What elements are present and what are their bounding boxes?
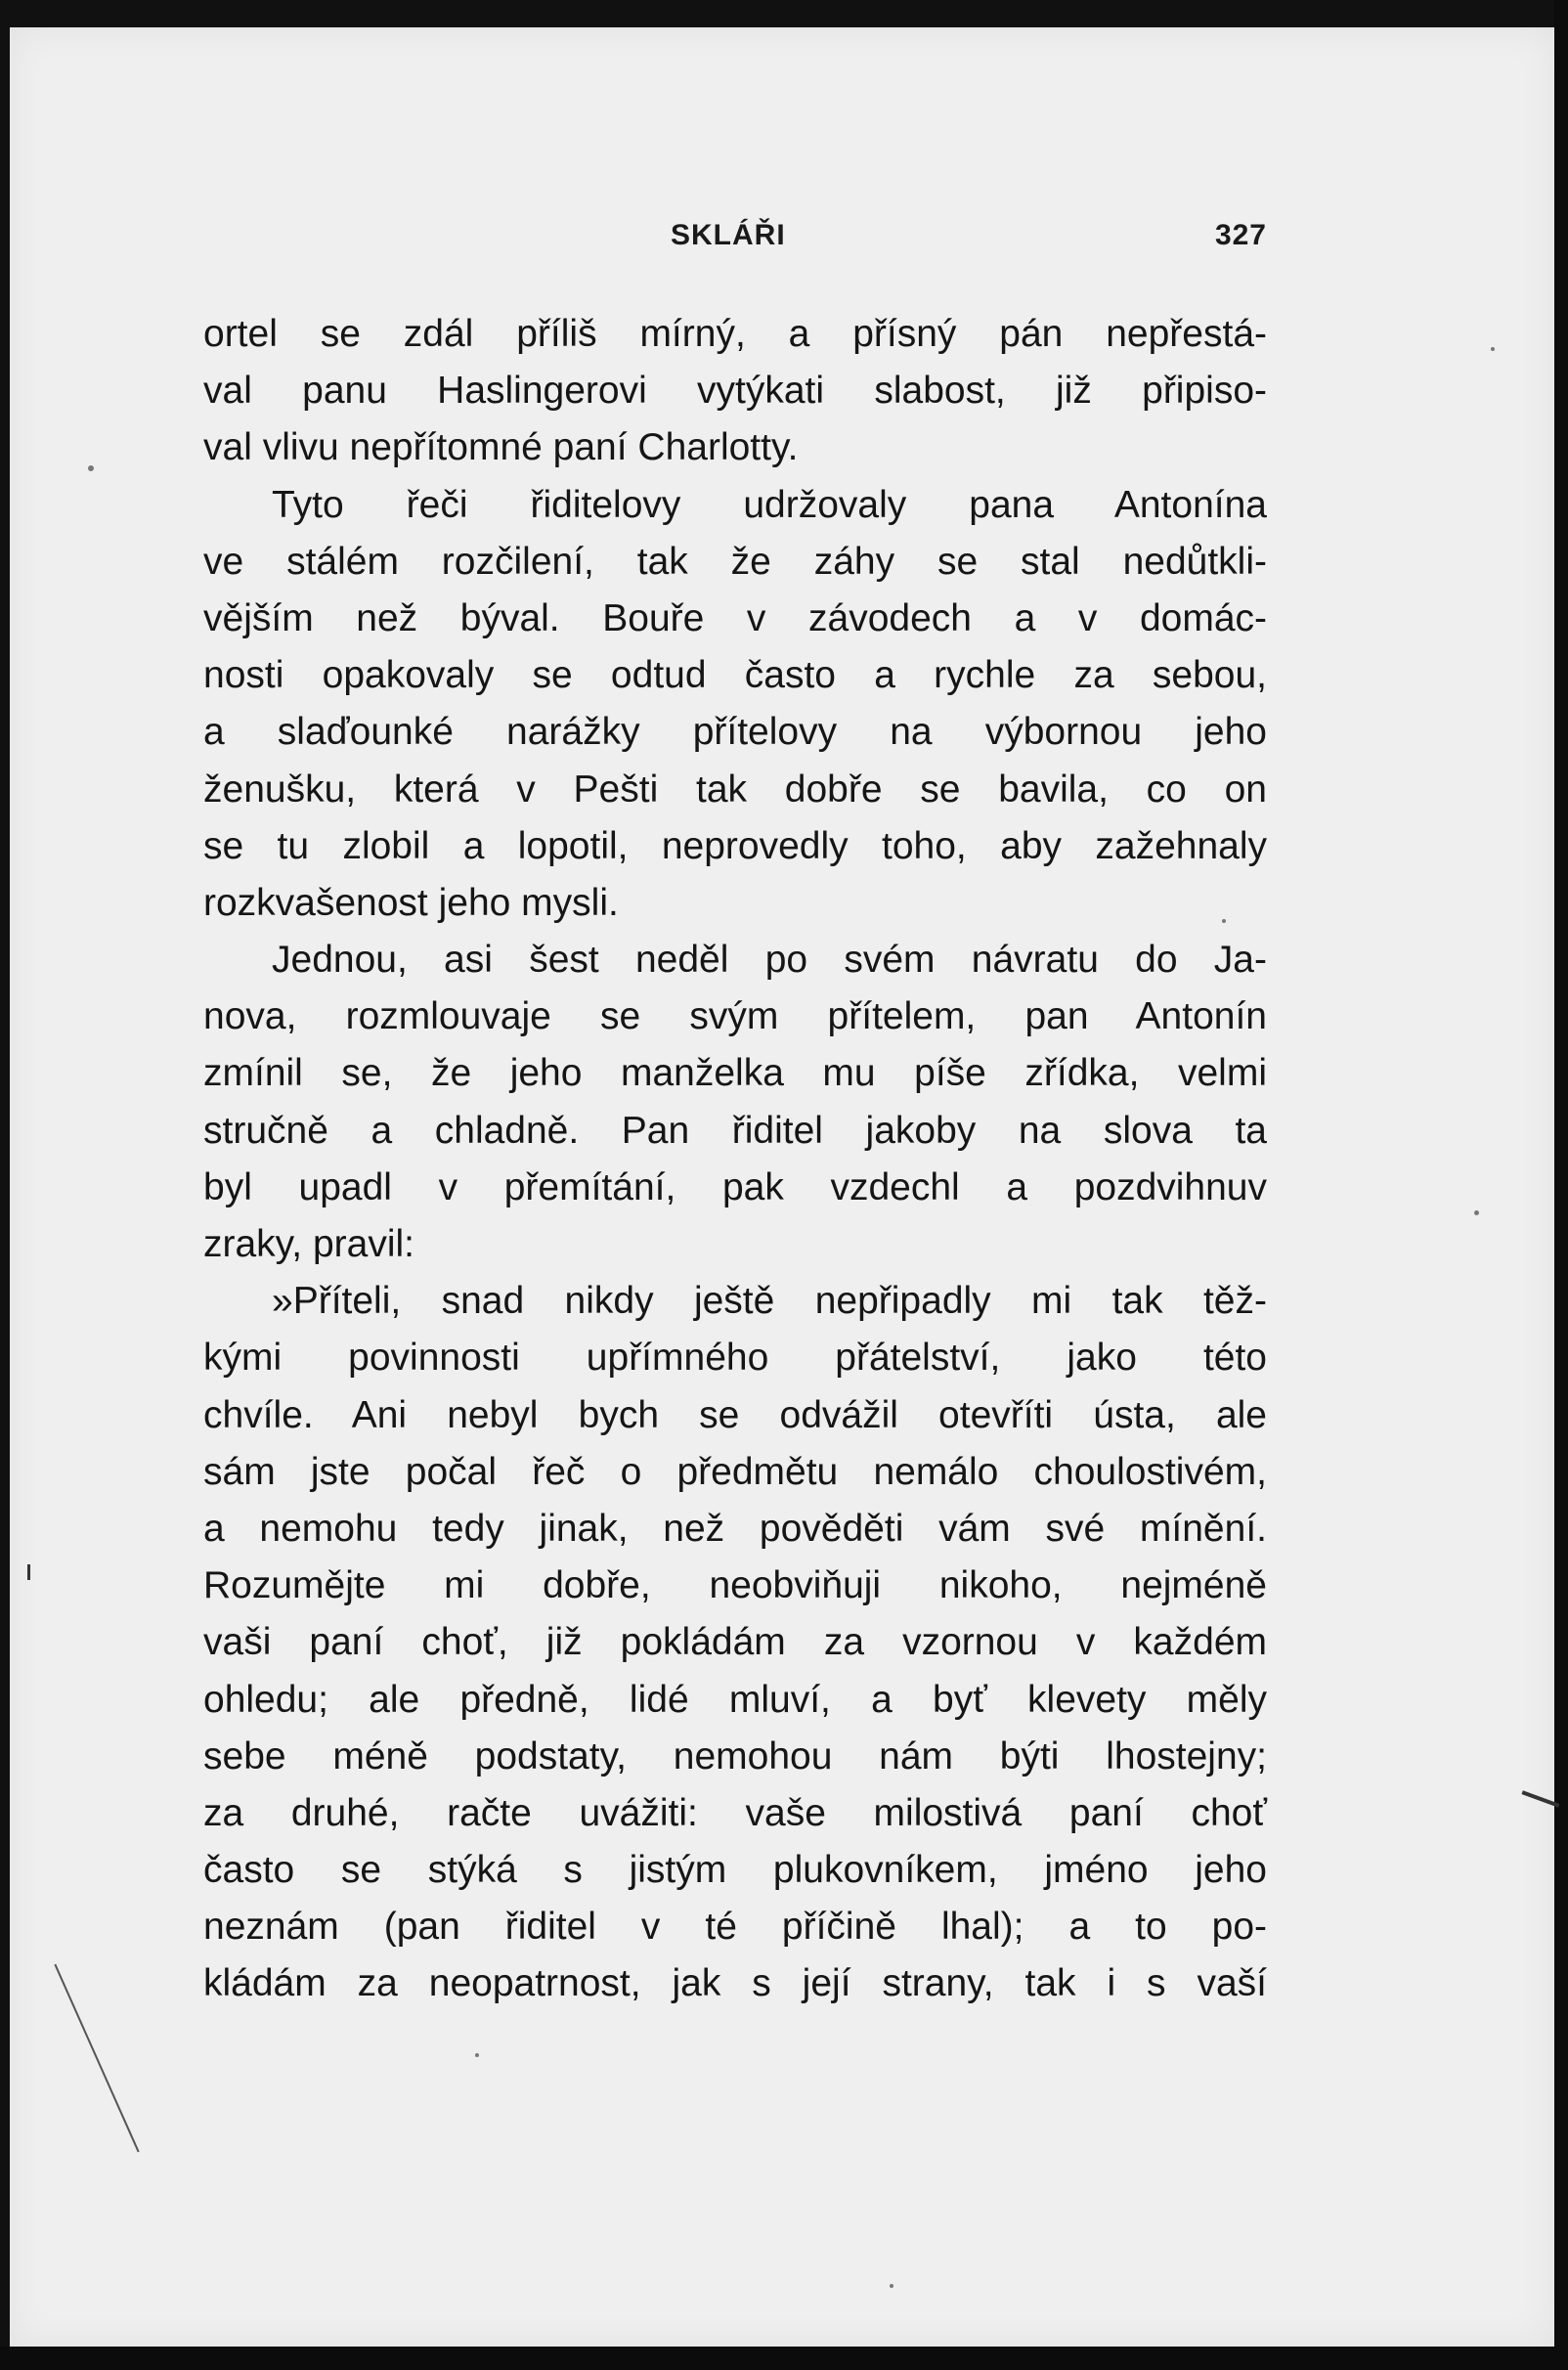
text-line: kládám za neopatrnost, jak s její strany, tak i s vaší: [203, 1962, 1267, 2005]
text-line: a nemohu tedy jinak, než pověděti vám své mínění.: [203, 1507, 1267, 1550]
text-line: nosti opakovaly se odtud často a rychle za sebou,: [203, 654, 1267, 697]
text-line: ortel se zdál příliš mírný, a přísný pán nepřestá-: [203, 313, 1267, 355]
text-line: se tu zlobil a lopotil, neprovedly toho, aby zažehnaly: [203, 824, 1267, 867]
text-line: rozkvašenost jeho mysli.: [203, 881, 619, 924]
running-head-title: SKLÁŘI: [671, 219, 786, 251]
text-line: zraky, pravil:: [203, 1223, 414, 1265]
text-line: Tyto řeči řiditelovy udržovaly pana Antonína: [272, 483, 1267, 526]
text-line: Jednou, asi šest neděl po svém návratu do Ja-: [272, 939, 1267, 982]
text-line: byl upadl v přemítání, pak vzdechl a pozdvihnuv: [203, 1165, 1267, 1208]
text-line: sebe méně podstaty, nemohou nám býti lhostejny;: [203, 1734, 1267, 1778]
body-text: [203, 306, 1267, 2013]
text-line: vaši paní choť, již pokládám za vzornou v každém: [203, 1621, 1267, 1664]
text-line: často se stýká s jistým plukovníkem, jméno jeho: [203, 1849, 1267, 1892]
text-line: neznám (pan řiditel v té příčině lhal); a to po-: [203, 1906, 1267, 1949]
text-line: ve stálém rozčilení, tak že záhy se stal nedůtkli-: [203, 540, 1267, 583]
text-line: za druhé, račte uvážiti: vaše milostivá paní choť: [203, 1791, 1267, 1834]
text-line: ženušku, která v Pešti tak dobře se bavila, co on: [203, 768, 1267, 811]
text-line: ohledu; ale předně, lidé mluví, a byť klevety měly: [203, 1678, 1267, 1721]
text-line: »Příteli, snad nikdy ještě nepřipadly mi tak těž-: [272, 1280, 1267, 1323]
text-line: a slaďounké narážky přítelovy na výbornou jeho: [203, 711, 1267, 754]
text-line: vějším než býval. Bouře v závodech a v domác-: [203, 596, 1267, 639]
scan-edge-right: [1554, 0, 1568, 2370]
scan-mark-left: [27, 1564, 30, 1580]
text-line: chvíle. Ani nebyl bych se odvážil otevříti ústa, ale: [203, 1393, 1267, 1436]
text-line: kými povinnosti upřímného přátelství, jako této: [203, 1337, 1267, 1380]
running-head: [203, 219, 1267, 268]
page-number: 327: [1214, 219, 1267, 251]
text-line: sám jste počal řeč o předmětu nemálo choulostivém,: [203, 1450, 1267, 1493]
text-line: stručně a chladně. Pan řiditel jakoby na slova ta: [203, 1109, 1267, 1152]
text-line: val panu Haslingerovi vytýkati slabost, již připiso-: [203, 370, 1267, 413]
text-line: nova, rozmlouvaje se svým přítelem, pan Antonín: [203, 995, 1267, 1038]
text-line: val vlivu nepřítomné paní Charlotty.: [203, 426, 799, 469]
scan-edge-bottom: [0, 2347, 1568, 2370]
text-line: Rozumějte mi dobře, neobviňuji nikoho, nejméně: [203, 1564, 1267, 1607]
text-line: zmínil se, že jeho manželka mu píše zřídka, velmi: [203, 1052, 1267, 1095]
